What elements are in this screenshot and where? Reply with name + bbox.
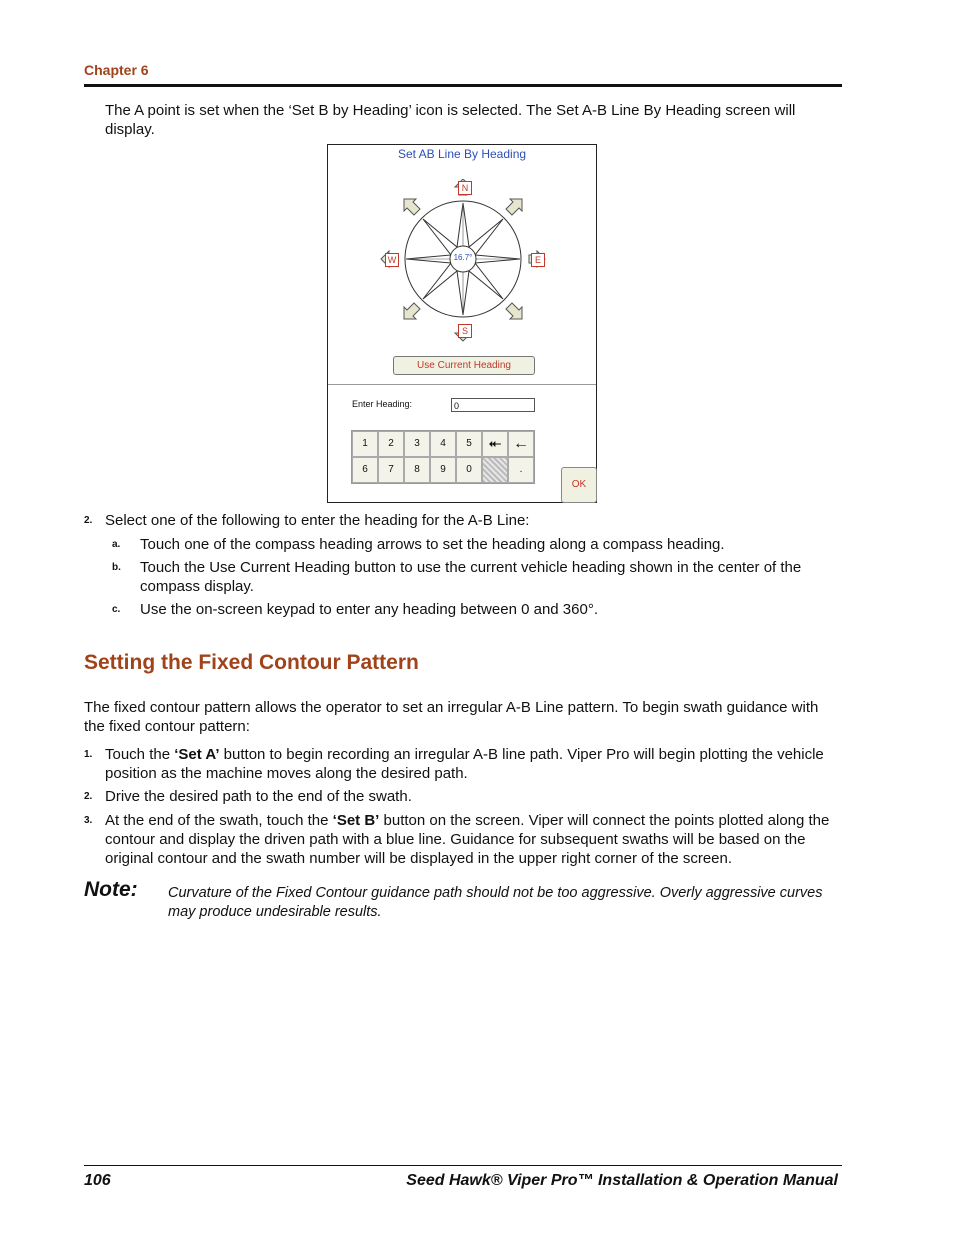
key-decimal[interactable]: . bbox=[508, 457, 534, 483]
step-text: Drive the desired path to the end of the swath. bbox=[105, 788, 412, 805]
key-6[interactable]: 6 bbox=[352, 457, 378, 483]
key-9[interactable]: 9 bbox=[430, 457, 456, 483]
keypad bbox=[351, 430, 535, 484]
page-number: 106 bbox=[84, 1172, 111, 1189]
key-4[interactable]: 4 bbox=[430, 431, 456, 457]
step-number: 2. bbox=[84, 791, 93, 802]
backspace-icon[interactable]: ← bbox=[508, 431, 534, 457]
step-text: At the end of the swath, touch the ‘Set B’ button on the screen. Viper will connect the points plotted along the contour and display the driven path with a blue line. Guidance for subsequent swaths will be based on the original contour and the swath number will be displayed in the upper right corner of the screen. bbox=[105, 812, 830, 867]
key-1[interactable]: 1 bbox=[352, 431, 378, 457]
key-5[interactable]: 5 bbox=[456, 431, 482, 457]
key-3[interactable]: 3 bbox=[404, 431, 430, 457]
manual-title: Seed Hawk® Viper Pro™ Installation & Operation Manual bbox=[406, 1172, 838, 1189]
key-2[interactable]: 2 bbox=[378, 431, 404, 457]
ok-button[interactable]: OK bbox=[561, 467, 597, 503]
set-ab-heading-screen bbox=[327, 144, 597, 503]
section-heading: Setting the Fixed Contour Pattern bbox=[84, 651, 419, 674]
section-intro: The fixed contour pattern allows the operator to set an irregular A-B Line pattern. To begin swath guidance with the fixed contour pattern: bbox=[84, 699, 819, 735]
chapter-label: Chapter 6 bbox=[84, 62, 149, 78]
note-text: Curvature of the Fixed Contour guidance path should not be too aggressive. Overly aggressive curves may produce undesirable results. bbox=[168, 885, 823, 920]
intro-paragraph: The A point is set when the ‘Set B by Heading’ icon is selected. The Set A-B Line By Heading screen will display. bbox=[105, 102, 796, 138]
enter-heading-field[interactable]: 0 bbox=[451, 398, 535, 412]
heading-value: 16.7° bbox=[453, 253, 473, 262]
footer-rule bbox=[84, 1165, 842, 1166]
key-0[interactable]: 0 bbox=[456, 457, 482, 483]
substep-letter: a. bbox=[112, 539, 121, 550]
clear-all-icon[interactable]: ⯬ bbox=[482, 431, 508, 457]
substep-text: Use the on-screen keypad to enter any heading between 0 and 360°. bbox=[140, 601, 598, 618]
step-number: 3. bbox=[84, 815, 93, 826]
key-8[interactable]: 8 bbox=[404, 457, 430, 483]
step-text: Touch the ‘Set A’ button to begin recording an irregular A-B line path. Viper Pro will begin plotting the vehicle position as the machine moves along the desired path. bbox=[105, 746, 824, 782]
screen-title: Set AB Line By Heading bbox=[397, 147, 527, 161]
south-label[interactable]: S bbox=[458, 324, 472, 338]
arrow-sw-icon bbox=[404, 303, 420, 319]
header-rule bbox=[84, 84, 842, 87]
arrow-ne-icon bbox=[506, 199, 522, 215]
screen-divider bbox=[328, 384, 596, 385]
use-current-heading-button[interactable]: Use Current Heading bbox=[393, 356, 535, 375]
substep-letter: c. bbox=[112, 604, 121, 615]
key-7[interactable]: 7 bbox=[378, 457, 404, 483]
arrow-nw-icon bbox=[404, 199, 420, 215]
substep-text: Touch one of the compass heading arrows to set the heading along a compass heading. bbox=[140, 536, 725, 553]
east-label[interactable]: E bbox=[531, 253, 545, 267]
step-number: 2. bbox=[84, 515, 93, 526]
north-label[interactable]: N bbox=[458, 181, 472, 195]
enter-heading-label: Enter Heading: bbox=[352, 399, 413, 409]
substep-letter: b. bbox=[112, 562, 121, 573]
substep-text: Touch the Use Current Heading button to use the current vehicle heading shown in the center of the compass display. bbox=[140, 559, 802, 595]
note-label: Note: bbox=[84, 878, 138, 901]
arrow-se-icon bbox=[506, 303, 522, 319]
key-disabled bbox=[482, 457, 508, 483]
west-label[interactable]: W bbox=[385, 253, 399, 267]
step-text: Select one of the following to enter the heading for the A-B Line: bbox=[105, 512, 530, 529]
step-number: 1. bbox=[84, 749, 93, 760]
